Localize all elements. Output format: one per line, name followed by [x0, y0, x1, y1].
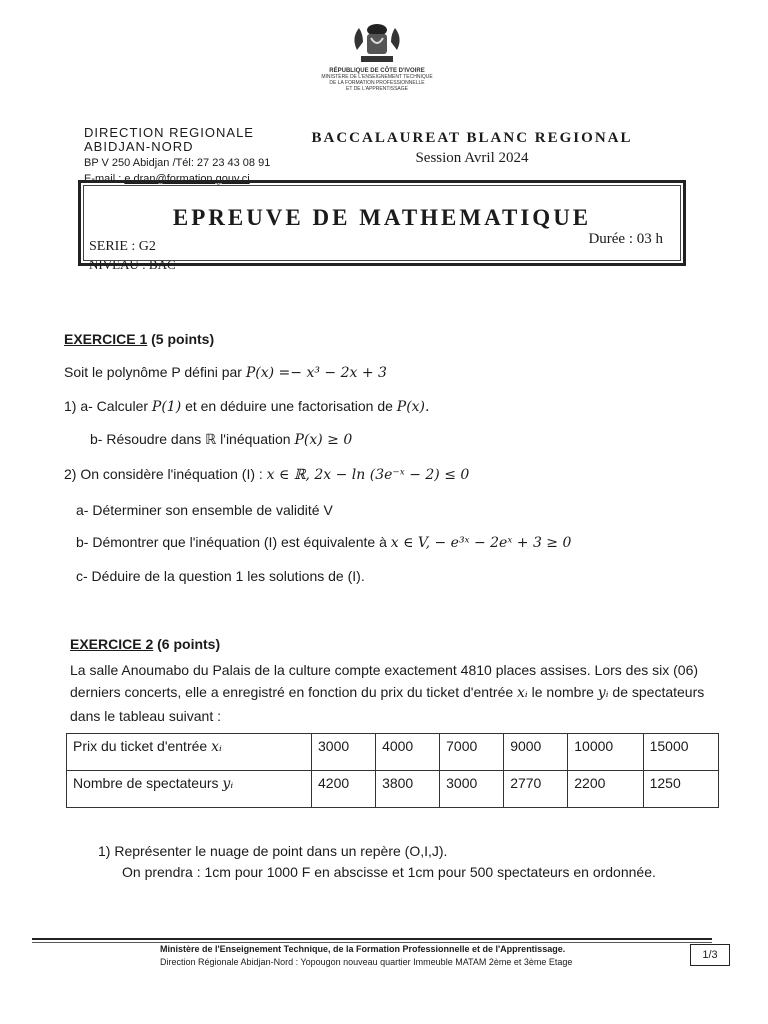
- exercise-2-label: EXERCICE 2: [70, 636, 154, 652]
- footer-ministry: Ministère de l'Enseignement Technique, de la Formation Professionnelle et de l'Apprentissage.: [160, 944, 566, 954]
- table-row: [67, 771, 719, 808]
- row1-var: xᵢ: [211, 739, 222, 755]
- address-text: BP V 250 Abidjan /Tél: 27 23 43 08 91: [84, 157, 271, 169]
- emblem-ministry-3: ET DE L'APPRENTISSAGE: [346, 86, 408, 92]
- exercise-1-title: [64, 331, 214, 347]
- ex1-q2: [64, 466, 469, 483]
- page-number: 1/3: [690, 944, 730, 966]
- ex1-q1b-pre: b- Résoudre dans ℝ l'inéquation: [90, 431, 291, 447]
- table-cell: 3000: [312, 734, 376, 771]
- ex1-intro-math: P(x) =− x³ − 2x + 3: [245, 365, 387, 381]
- table-cell: 2770: [504, 771, 568, 808]
- row2-var: yᵢ: [222, 776, 234, 792]
- row2-label: Nombre de spectateurs: [73, 775, 219, 791]
- direction-label: DIRECTION REGIONALE: [84, 125, 254, 140]
- ex1-q2c: c- Déduire de la question 1 les solutions de (I).: [76, 568, 365, 584]
- table-cell: 2200: [568, 771, 643, 808]
- ex1-q2b-math: x ∈ V, − e³ˣ − 2eˣ + 3 ≥ 0: [390, 535, 572, 551]
- exercise-2-title: [70, 636, 220, 652]
- exercise-1-label: EXERCICE 1: [64, 331, 148, 347]
- emblem: [318, 20, 436, 102]
- ex1-q1a: [64, 398, 429, 415]
- ex1-q2b-pre: b- Démontrer que l'inéquation (I) est équivalente à: [76, 534, 387, 550]
- exercise-1-points: (5 points): [151, 331, 215, 347]
- exam-title: BACCALAUREAT BLANC REGIONAL: [311, 130, 633, 146]
- region-label: ABIDJAN-NORD: [84, 139, 194, 154]
- table-row: [67, 734, 719, 771]
- ex1-q1a-pre: 1) a- Calculer: [64, 398, 149, 414]
- exam-session: Session Avril 2024: [415, 150, 529, 166]
- table-cell: 3000: [440, 771, 504, 808]
- table-row-label: [67, 771, 312, 808]
- ex1-q2-math: x ∈ ℝ, 2x − ln (3e⁻ˣ − 2) ≤ 0: [266, 467, 470, 483]
- table-cell: 4200: [312, 771, 376, 808]
- ex1-q2-pre: 2) On considère l'inéquation (I) :: [64, 466, 263, 482]
- title-box: [78, 180, 686, 272]
- ex1-q1b: [90, 431, 352, 448]
- ex1-q1b-math: P(x) ≥ 0: [294, 432, 353, 448]
- emblem-republic: RÉPUBLIQUE DE CÔTE D'IVOIRE: [329, 68, 425, 74]
- footer-rule: [32, 938, 712, 940]
- ex2-q1-note: On prendra : 1cm pour 1000 F en abscisse et 1cm pour 500 spectateurs en ordonnée.: [122, 864, 656, 880]
- row1-label: Prix du ticket d'entrée: [73, 738, 208, 754]
- niveau: NIVEAU : BAC: [89, 257, 176, 272]
- table-cell: 4000: [376, 734, 440, 771]
- ex2-para2-x: xᵢ: [517, 685, 528, 701]
- direction-block: [84, 126, 254, 154]
- table-cell: 1250: [643, 771, 718, 808]
- footer-address: Direction Régionale Abidjan-Nord : Yopougon nouveau quartier Immeuble MATAM 2ème et 3ème Etage: [160, 957, 573, 967]
- ex2-para1: La salle Anoumabo du Palais de la culture compte exactement 4810 places assises. Lors des six (06): [70, 662, 699, 678]
- ex2-para2: [70, 684, 704, 701]
- ex2-para2-y: yᵢ: [597, 685, 609, 701]
- serie: SERIE : G2: [89, 239, 156, 254]
- ex2-para2-mid: le nombre: [531, 684, 594, 700]
- epreuve-title: EPREUVE DE MATHEMATIQUE: [172, 205, 592, 230]
- email-link[interactable]: e.dran@formation.gouv.ci: [124, 173, 250, 185]
- data-table: [66, 733, 719, 808]
- table-cell: 9000: [504, 734, 568, 771]
- emblem-ministry-2: DE LA FORMATION PROFESSIONNELLE: [329, 80, 425, 86]
- ex2-para2-pre: derniers concerts, elle a enregistré en fonction du prix du ticket d'entrée: [70, 684, 514, 700]
- ex1-q1a-math2: P(x).: [396, 399, 430, 415]
- ex2-para2-post: de spectateurs: [612, 684, 705, 700]
- ex1-intro: [64, 364, 387, 381]
- ex1-q1a-mid: et en déduire une factorisation de: [185, 398, 393, 414]
- table-cell: 3800: [376, 771, 440, 808]
- ex1-q1a-math1: P(1): [151, 399, 182, 415]
- table-cell: 7000: [440, 734, 504, 771]
- email-label: E-mail :: [84, 173, 125, 185]
- coat-of-arms-icon: [347, 20, 407, 68]
- duration: Durée : 03 h: [588, 231, 663, 247]
- table-cell: 15000: [643, 734, 718, 771]
- ex1-q2b: [76, 534, 571, 551]
- table-row-label: [67, 734, 312, 771]
- ex2-para3: dans le tableau suivant :: [70, 708, 221, 724]
- ex1-q2a: a- Déterminer son ensemble de validité V: [76, 502, 333, 518]
- emblem-ministry-1: MINISTÈRE DE L'ENSEIGNEMENT TECHNIQUE: [321, 74, 433, 80]
- ex2-q1: 1) Représenter le nuage de point dans un repère (O,I,J).: [98, 843, 448, 859]
- table-cell: 10000: [568, 734, 643, 771]
- ex1-intro-text: Soit le polynôme P défini par: [64, 364, 242, 380]
- exercise-2-points: (6 points): [157, 636, 221, 652]
- footer-rule-thin: [32, 942, 712, 943]
